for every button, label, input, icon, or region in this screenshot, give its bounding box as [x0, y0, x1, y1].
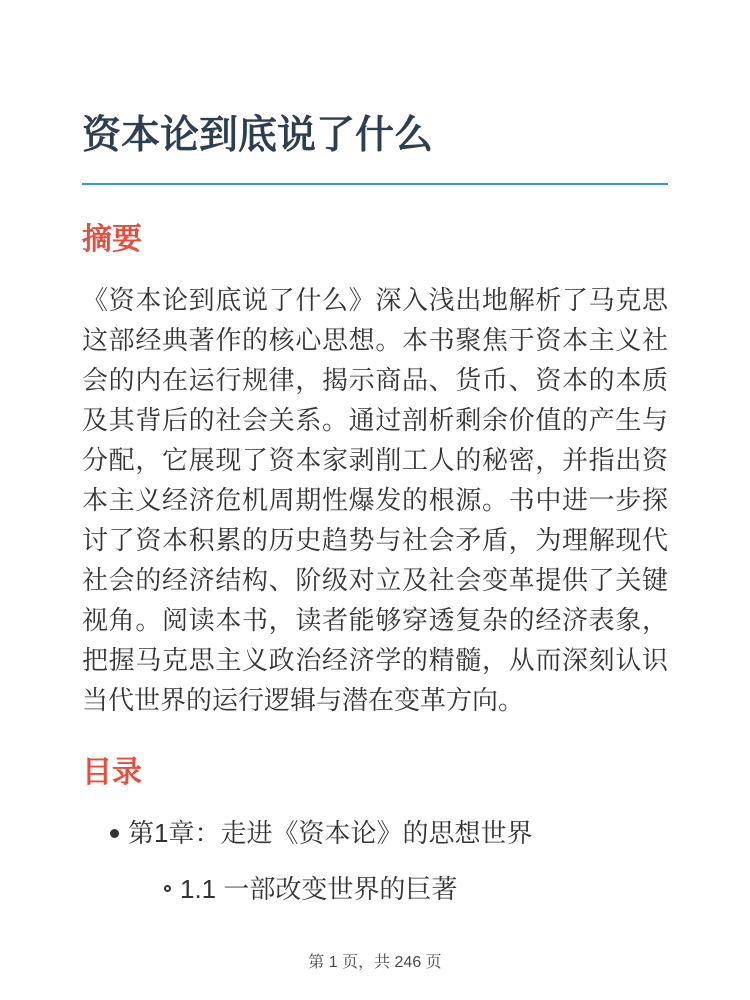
page-number-text: 第 1 页，共 246 页 — [308, 953, 442, 971]
toc-sublist-chapter-1 — [128, 870, 668, 909]
toc-item-chapter-1 — [82, 814, 668, 909]
toc-subitem-label: 1.1 一部改变世界的巨著 — [180, 873, 458, 904]
bullet-disc-icon — [110, 829, 119, 838]
toc-list — [82, 814, 668, 909]
page-footer — [0, 953, 750, 972]
abstract-text: 《资本论到底说了什么》深入浅出地解析了马克思这部经典著作的核心思想。本书聚焦于资本主义社会的内在运行规律，揭示商品、货币、资本的本质及其背后的社会关系。通过剖析剩余价值的产生与分配，它展现了资本家剥削工人的秘密，并指出资本主义经济危机周期性爆发的根源。书中进一步探讨了资本积累的历史趋势与社会矛盾，为理解现代社会的经济结构、阶级对立及社会变革提供了关键视角。阅读本书，读者能够穿透复杂的经济表象，把握马克思主义政治经济学的精髓，从而深刻认识当代世界的运行逻辑与潜在变革方向。 — [82, 284, 668, 715]
abstract-heading: 摘要 — [82, 222, 142, 256]
toc-subitem-1-1 — [128, 870, 668, 909]
toc-heading: 目录 — [82, 755, 142, 789]
bullet-circle-icon — [164, 885, 171, 892]
page-title: 资本论到底说了什么 — [82, 114, 434, 157]
toc-item-label: 第1章：走进《资本论》的思想世界 — [128, 817, 533, 848]
title-divider — [82, 183, 668, 185]
